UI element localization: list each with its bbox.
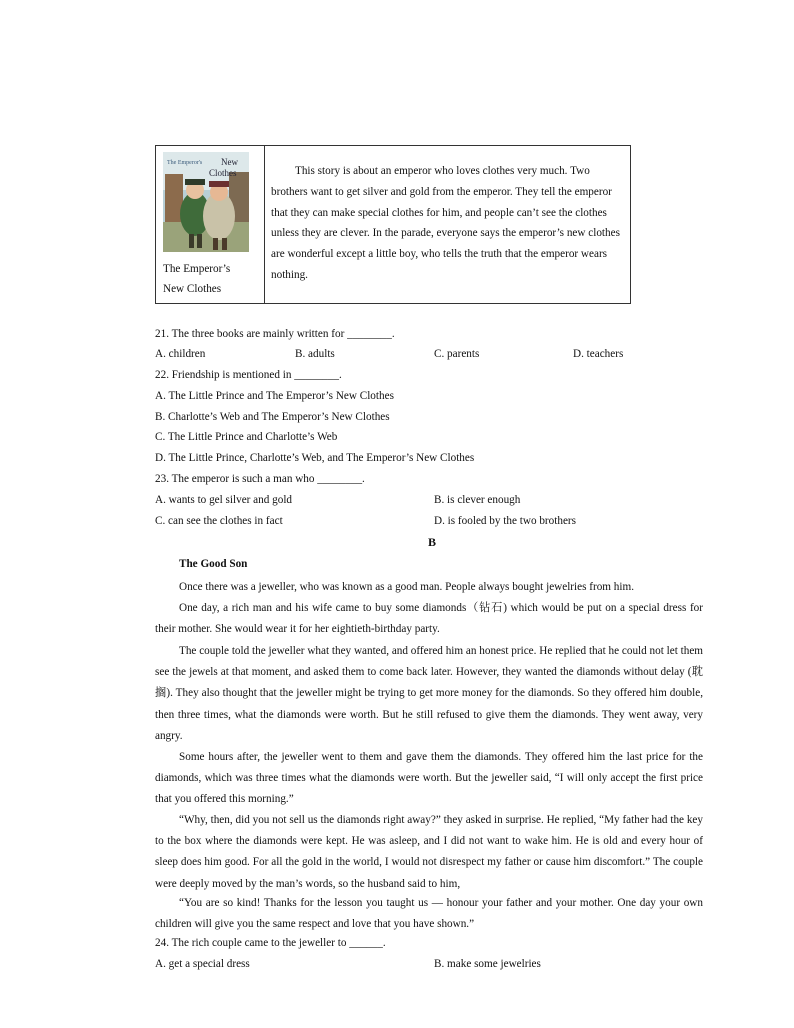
q23-option-d: D. is fooled by the two brothers [434, 515, 576, 527]
cover-title-a: The Emperor's [167, 160, 203, 166]
book-table [155, 145, 631, 304]
story-paragraph-4: Some hours after, the jeweller went to them and gave them the diamonds. They offered him the last price for the diamonds, which was three times what the diamonds were worth. But the jeweller said, “I will only accept the first price that you offered this morning.” [155, 751, 703, 806]
q23-stem: 23. The emperor is such a man who ________. [155, 473, 365, 485]
book-caption [163, 259, 259, 299]
story-paragraph-1: Once there was a jeweller, who was known as a good man. People always bought jewelries from him. [179, 581, 635, 593]
book-description-cell [265, 146, 630, 303]
q22-stem: 22. Friendship is mentioned in ________. [155, 369, 342, 381]
q24-option-a: A. get a special dress [155, 958, 250, 970]
story-paragraph-6: “You are so kind! Thanks for the lesson you taught us — honour your father and your mother. One day your own children will give you the same respect and love that you have shown.” [155, 897, 703, 931]
q21-option-a: A. children [155, 348, 206, 360]
book-cover-cell [156, 146, 265, 303]
q21-stem: 21. The three books are mainly written for ________. [155, 328, 395, 340]
q22-option-c: C. The Little Prince and Charlotte’s Web [155, 431, 338, 443]
book-caption-line2: New Clothes [163, 283, 222, 295]
story-paragraph-5: “Why, then, did you not sell us the diamonds right away?” they asked in surprise. He replied, “My father had the key to the box where the diamonds were kept. He was asleep, and I did not want to wake him. He is old and every hour of sleep does him good. For all the gold in the world, I would not disrespect my father or cause him discomfort.” The couple were deeply moved by the man’s words, so the husband said to him, [155, 814, 703, 890]
story-paragraph-3: The couple told the jeweller what they wanted, and offered him an honest price. He replied that he could not let them see the jewels at that moment, and asked them to come back later. However, they wanted the diamonds without delay (耽搁). They also thought that the jeweller might be trying to get more money for the diamonds. So they offered him double, then three times, what the diamonds were worth. But he still refused to give them the diamonds. They went away, very angry. [155, 645, 703, 742]
q21-option-b: B. adults [295, 348, 335, 360]
cover-title-b: New [221, 157, 238, 167]
q22-option-a: A. The Little Prince and The Emperor’s New Clothes [155, 390, 394, 402]
q21-option-d: D. teachers [573, 348, 624, 360]
q24-stem: 24. The rich couple came to the jeweller to ______. [155, 937, 386, 949]
book-caption-line1: The Emperor’s [163, 263, 231, 275]
q23-option-c: C. can see the clothes in fact [155, 515, 283, 527]
q22-option-b: B. Charlotte’s Web and The Emperor’s New Clothes [155, 411, 390, 423]
book-cover-illustration [163, 152, 249, 252]
section-heading-b: B [428, 535, 437, 549]
q23-option-a: A. wants to gel silver and gold [155, 494, 293, 506]
cover-title-c: Clothes [209, 168, 237, 178]
q23-option-b: B. is clever enough [434, 494, 521, 506]
story-title: The Good Son [179, 558, 248, 570]
story-paragraph-2: One day, a rich man and his wife came to buy some diamonds（钻石) which would be put on a special dress for their mother. She would wear it for her eightieth-birthday party. [155, 602, 703, 636]
q24-option-b: B. make some jewelries [434, 958, 541, 970]
book-description: This story is about an emperor who loves clothes very much. Two brothers want to get silver and gold from the emperor. They tell the emperor that they can make special clothes for him, and people can’t see the clothes unless they are clever. In the parade, everyone says the emperor’s new clothes are wonderful except a little boy, who tells the truth that the emperor wears nothing. [271, 165, 620, 281]
book-cover-image [163, 152, 249, 252]
q22-option-d: D. The Little Prince, Charlotte’s Web, and The Emperor’s New Clothes [155, 452, 475, 464]
q21-option-c: C. parents [434, 348, 480, 360]
